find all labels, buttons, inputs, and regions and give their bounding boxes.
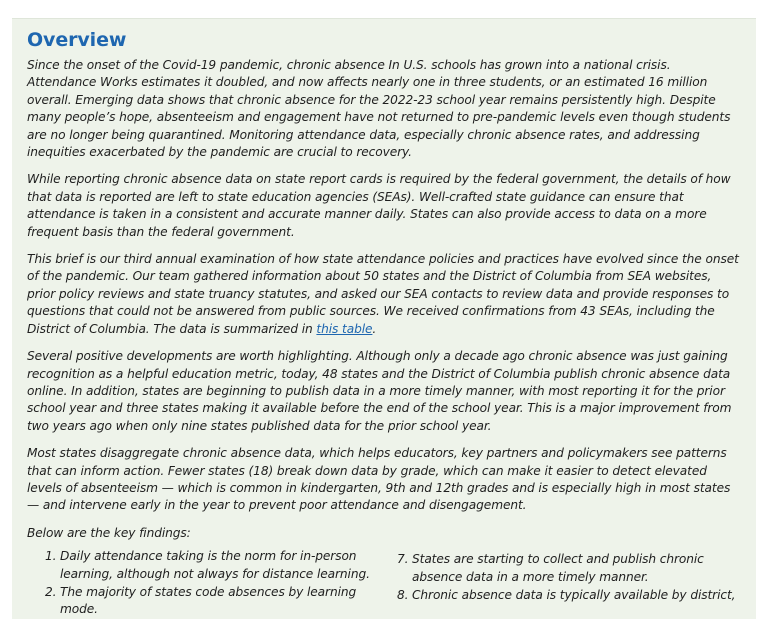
finding-text: States are starting to collect and publish chronic absence data in a more timely manner. xyxy=(412,552,704,584)
paragraph-3-text: This brief is our third annual examination of how state attendance policies and practices have evolved since the onset of the pandemic. Our team gathered information about 50 states and the District of Columbia from SEA websites, prior policy reviews and state truancy statutes, and asked our SEA contacts to review data and provide responses to questions that could not be answered from public sources. We received confirmations from 43 SEAs, including the District of Columbia. The data is summarized in xyxy=(27,252,739,336)
finding-text: Chronic absence data is typically available by district, xyxy=(412,587,736,602)
this-table-link[interactable]: this table xyxy=(316,321,373,336)
finding-number: 2. xyxy=(45,584,57,599)
finding-item xyxy=(397,587,737,604)
overview-heading: Overview xyxy=(27,29,127,51)
finding-item xyxy=(45,548,385,583)
paragraph-2: While reporting chronic absence data on state report cards is required by the federal government, the details of how that data is reported are left to state education agencies (SEAs). Well-crafted state guidance can ensure that attendance is taken in a consistent and accurate manner daily. States can also provide access to data on a more frequent basis than the federal government. xyxy=(27,172,731,239)
finding-number: 7. xyxy=(397,552,409,567)
finding-number: 1. xyxy=(45,549,57,564)
finding-item xyxy=(397,551,737,586)
key-findings-list xyxy=(27,548,741,619)
paragraph-5: Most states disaggregate chronic absence data, which helps educators, key partners and policymakers see patterns that can inform action. Fewer states (18) break down data by grade, which can make it easier to detect elevated levels of absenteeism — which is common in kindergarten, 9th and 12th grades and is especially high in most states — and intervene early in the year to prevent poor attendance and disengagement. xyxy=(27,446,731,513)
findings-column-right xyxy=(397,551,737,605)
paragraph-3 xyxy=(27,251,741,338)
overview-section xyxy=(27,27,741,619)
findings-intro: Below are the key findings: xyxy=(27,525,191,540)
finding-number: 8. xyxy=(397,587,409,602)
finding-item xyxy=(45,584,385,619)
finding-text: Daily attendance taking is the norm for in-person learning, although not always for distance learning. xyxy=(60,549,370,581)
paragraph-1: Since the onset of the Covid-19 pandemic, chronic absence In U.S. schools has grown into a national crisis. Attendance Works estimates it doubled, and now affects nearly one in three students, or an estimated 16 million overall. Emerging data shows that chronic absence for the 2022-23 school year remains persistently high. Despite many people’s hope, absenteeism and engagement have not returned to pre-pandemic levels even though students are no longer being quarantined. Monitoring attendance data, especially chronic absence rates, and addressing inequities exacerbated by the pandemic are crucial to recovery. xyxy=(27,58,731,160)
document-page xyxy=(12,18,756,619)
finding-text: The majority of states code absences by learning mode. xyxy=(60,584,357,617)
findings-column-left xyxy=(45,548,385,619)
paragraph-4: Several positive developments are worth highlighting. Although only a decade ago chronic absence was just gaining recognition as a helpful education metric, today, 48 states and the District of Columbia publish chronic absence data online. In addition, states are beginning to publish data in a more timely manner, with most reporting it for the prior school year and three states making it available before the end of the school year. This is a major improvement from two years ago when only nine states published data for the prior school year. xyxy=(27,349,732,433)
paragraph-3-end: . xyxy=(372,321,377,336)
